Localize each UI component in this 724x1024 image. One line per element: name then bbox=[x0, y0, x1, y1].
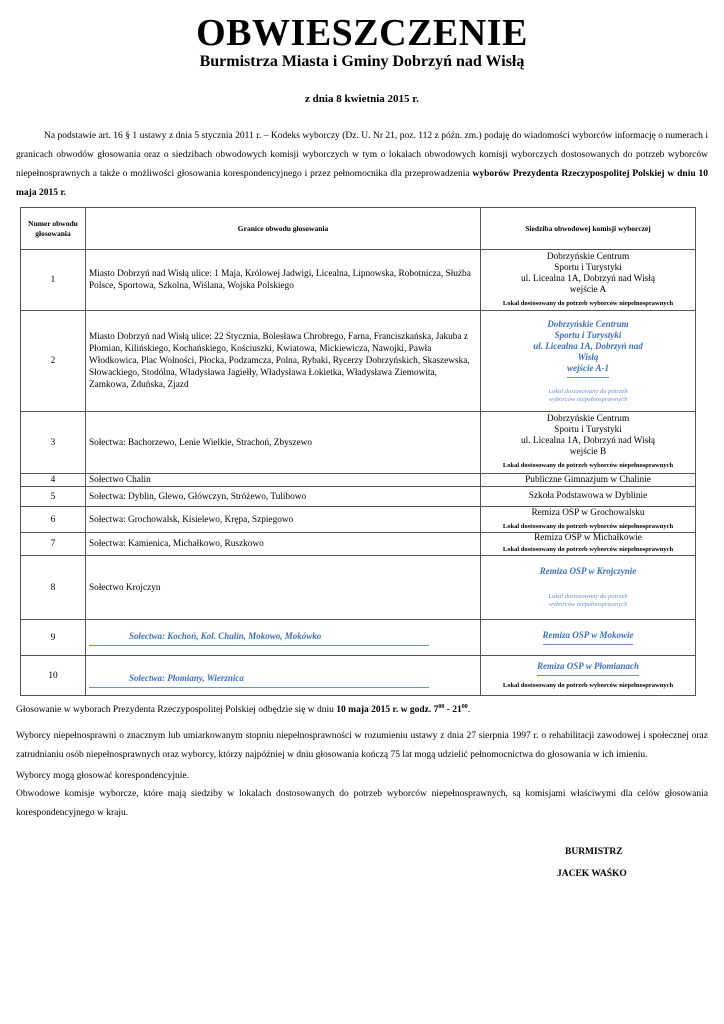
table-row bbox=[21, 474, 696, 487]
signature-name: JACEK WAŚKO bbox=[557, 869, 627, 879]
header-bounds: Granice obwodu głosowania bbox=[86, 208, 481, 250]
table-row bbox=[21, 412, 696, 474]
accessible-label: Lokal dostosowany do potrzeb wyborców niepełnosprawnych bbox=[548, 387, 628, 403]
district-seat: Dobrzyńskie Centrum Sportu i Turystyki ul. Licealna 1A, Dobrzyń nad Wisłą wejście A Lokal dostosowany do potrzeb wyborców niepełnosprawnych bbox=[481, 250, 696, 311]
district-bounds: Sołectwa: Grochowalsk, Kisielewo, Krępa, Szpiegowo bbox=[86, 507, 481, 533]
accessible-label: Lokal dostosowany do potrzeb wyborców niepełnosprawnych bbox=[502, 546, 674, 553]
accessible-label: Lokal dostosowany do potrzeb wyborców niepełnosprawnych bbox=[548, 593, 628, 608]
intro-bold: wyborów Prezydenta Rzeczypospolitej Polskiej w dniu 10 maja 2015 r. bbox=[16, 169, 708, 198]
table-row bbox=[21, 556, 696, 620]
district-bounds: Sołectwo Chalin bbox=[86, 474, 481, 487]
district-number: 7 bbox=[21, 533, 86, 556]
district-number: 6 bbox=[21, 507, 86, 533]
table-row bbox=[21, 533, 696, 556]
postal-voting-paragraph: Wyborcy mogą głosować korespondencyjnie. bbox=[16, 771, 190, 781]
district-seat: Remiza OSP w Michałkowie Lokal dostosowany do potrzeb wyborców niepełnosprawnych bbox=[481, 533, 696, 556]
district-bounds: Sołectwa: Kochoń, Kol. Chalin, Mokowo, Mokówko bbox=[86, 620, 481, 656]
district-bounds: Sołectwa: Kamienica, Michałkowo, Ruszkowo bbox=[86, 533, 481, 556]
district-number: 1 bbox=[21, 250, 86, 311]
district-seat: Dobrzyńskie Centrum Sportu i Turystyki ul. Licealna 1A, Dobrzyń nad Wisłą wejście A-1 Lokal dostosowany do potrzeb wyborców niepełnosprawnych bbox=[481, 311, 696, 412]
district-seat: Remiza OSP w Grochowalsku Lokal dostosowany do potrzeb wyborców niepełnosprawnych bbox=[481, 507, 696, 533]
district-seat: Szkoła Podstawowa w Dyblinie bbox=[481, 487, 696, 507]
table-row bbox=[21, 487, 696, 507]
accessible-label: Lokal dostosowany do potrzeb wyborców niepełnosprawnych bbox=[502, 462, 674, 469]
commissions-paragraph: Obwodowe komisje wyborcze, które mają siedziby w lokalach dostosowanych do potrzeb wyborców niepełnosprawnych, są komisjami właściwymi dla celów głosowania korespondencyjnego w kraju. bbox=[16, 789, 708, 818]
page-title: OBWIESZCZENIE bbox=[196, 12, 528, 54]
accessible-label: Lokal dostosowany do potrzeb wyborców niepełnosprawnych bbox=[502, 522, 674, 530]
table-row bbox=[21, 507, 696, 533]
district-number: 10 bbox=[21, 656, 86, 696]
district-number: 5 bbox=[21, 487, 86, 507]
header-number: Numer obwodu głosowania bbox=[21, 208, 86, 250]
district-number: 8 bbox=[21, 556, 86, 620]
notice-date: z dnia 8 kwietnia 2015 r. bbox=[305, 93, 419, 105]
accessible-label: Lokal dostosowany do potrzeb wyborców niepełnosprawnych bbox=[502, 681, 674, 689]
table-row bbox=[21, 620, 696, 656]
page-subtitle: Burmistrza Miasta i Gminy Dobrzyń nad Wisłą bbox=[199, 53, 525, 70]
district-seat: Dobrzyńskie Centrum Sportu i Turystyki ul. Licealna 1A, Dobrzyń nad Wisłą wejście B Lokal dostosowany do potrzeb wyborców niepełnosprawnych bbox=[481, 412, 696, 474]
district-bounds: Sołectwa: Płomiany, Wierznica bbox=[86, 656, 481, 696]
table-row bbox=[21, 250, 696, 311]
signature-title: BURMISTRZ bbox=[565, 847, 623, 857]
district-bounds: Miasto Dobrzyń nad Wisłą ulice: 1 Maja, Królowej Jadwigi, Licealna, Lipnowska, Robotnicza, Służba Polsce, Sportowa, Szkolna, Wiślana, Wojska Polskiego bbox=[86, 250, 481, 311]
table-row bbox=[21, 311, 696, 412]
header-seat: Siedziba obwodowej komisji wyborczej bbox=[481, 208, 696, 250]
district-number: 9 bbox=[21, 620, 86, 656]
district-bounds: Sołectwa: Bachorzewo, Lenie Wielkie, Strachoń, Zbyszewo bbox=[86, 412, 481, 474]
district-seat: Remiza OSP w Płomianach Lokal dostosowany do potrzeb wyborców niepełnosprawnych bbox=[481, 656, 696, 696]
table-header-row bbox=[21, 208, 696, 250]
district-seat: Remiza OSP w Krojczynie Lokal dostosowany do potrzeb wyborców niepełnosprawnych bbox=[481, 556, 696, 620]
accessible-label: Lokal dostosowany do potrzeb wyborców niepełnosprawnych bbox=[502, 299, 674, 307]
intro-paragraph bbox=[16, 127, 708, 203]
table-row bbox=[21, 656, 696, 696]
district-number: 2 bbox=[21, 311, 86, 412]
district-bounds: Miasto Dobrzyń nad Wisłą ulice: 22 Stycznia, Bolesława Chrobrego, Farna, Franciszkańska, Jakuba z Płomian, Kilińskiego, Kochańskiego, Kościuszki, Kwiatowa, Mickiewicza, Nawojki, Pawła Włodkowica, Plac Wolności, Płocka, Podzamcza, Polna, Rybaki, Rycerzy Dobrzyńskich, Skaszewska, Słowackiego, Stodólna, Władysława Jagiełły, Władysława Łokietka, Władysława Ziemowita, Zamkowa, Zduńska, Zjazd bbox=[86, 311, 481, 412]
district-bounds: Sołectwo Krojczyn bbox=[86, 556, 481, 620]
district-number: 3 bbox=[21, 412, 86, 474]
voting-hours-paragraph: Głosowanie w wyborach Prezydenta Rzeczypospolitej Polskiej odbędzie się w dniu 10 maja 2015 r. w godz. $7^{00} - 21^{00}$. bbox=[16, 703, 471, 715]
district-seat: Publiczne Gimnazjum w Chalinie bbox=[481, 474, 696, 487]
district-number: 4 bbox=[21, 474, 86, 487]
voting-districts-table bbox=[20, 207, 696, 696]
district-bounds: Sołectwa: Dyblin, Glewo, Główczyn, Stróżewo, Tulibowo bbox=[86, 487, 481, 507]
proxy-voting-paragraph: Wyborcy niepełnosprawni o znacznym lub umiarkowanym stopniu niepełnosprawności w rozumieniu ustawy z dnia 27 sierpnia 1997 r. o rehabilitacji zawodowej i społecznej oraz zatrudnianiu osób niepełnosprawnych oraz wyborcy, którzy najpóźniej w dniu głosowania kończą 75 lat mogą udzielić pełnomocnictwa do głosowania w ich imieniu. bbox=[16, 731, 708, 760]
district-seat: Remiza OSP w Mokowie bbox=[481, 620, 696, 656]
intro-text: Na podstawie art. 16 § 1 ustawy z dnia 5 stycznia 2011 r. – Kodeks wyborczy (Dz. U. Nr 21, poz. 112 z późn. zm.) podaję do wiadomości wyborców informację o numerach i granicach obwodów głosowania oraz o siedzibach obwodowych komisji wyborczych w tym o lokalach obwodowych komisji wyborczych dostosowanych do potrzeb wyborców niepełnosprawnych a także o możliwości głosowania korespondencyjnego i przez pełnomocnika dla przeprowadzenia bbox=[16, 131, 708, 179]
